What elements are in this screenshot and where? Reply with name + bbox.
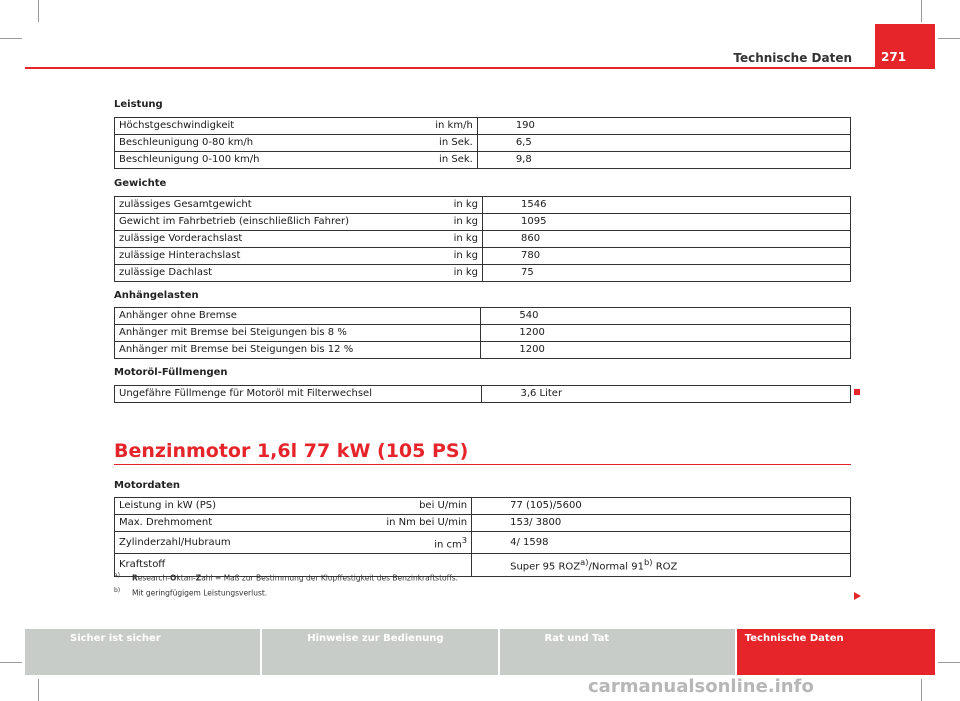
row-value: 9,8 — [477, 152, 850, 169]
footnote-mark: a) — [114, 572, 121, 579]
section-end-marker — [854, 389, 860, 395]
row-unit — [366, 532, 472, 554]
unit-superscript: 3 — [461, 535, 468, 545]
row-unit: in Sek. — [375, 135, 478, 152]
row-label: Gewicht im Fahrbetrieb (einschließlich Fahrer) — [115, 214, 383, 231]
row-value: 4/ 1598 — [472, 532, 851, 554]
table-anhaengelasten — [114, 307, 851, 359]
crop-mark — [0, 662, 22, 663]
footnote-a — [114, 572, 458, 583]
crop-mark — [38, 679, 39, 701]
table-leistung — [114, 117, 851, 169]
page-number-text: 271 — [881, 50, 907, 64]
table-row — [115, 197, 851, 214]
table-row — [115, 532, 851, 554]
value-text: /Normal 91 — [588, 561, 644, 573]
row-unit — [383, 342, 481, 359]
section-title-anhaengelasten: Anhängelasten — [114, 290, 199, 301]
row-label: Höchstgeschwindigkeit — [115, 118, 375, 135]
row-value: 1200 — [481, 342, 851, 359]
footnote-mark: b) — [114, 587, 121, 594]
value-text: ROZ — [652, 561, 678, 573]
value-text: Super 95 ROZ — [510, 561, 581, 573]
chapter-heading: Benzinmotor 1,6l 77 kW (105 PS) — [114, 440, 469, 462]
footnote-bold: Z — [195, 573, 202, 583]
footnote-text: ktan- — [176, 573, 196, 583]
crop-mark — [938, 38, 960, 39]
row-unit: in kg — [382, 214, 482, 231]
footer-tab-technische-daten[interactable]: Technische Daten — [737, 629, 935, 675]
continue-arrow-icon[interactable] — [854, 592, 861, 600]
row-label: zulässige Hinterachslast — [115, 248, 383, 265]
footer-nav — [25, 629, 935, 675]
row-unit — [383, 308, 481, 325]
row-label: Beschleunigung 0-80 km/h — [115, 135, 375, 152]
page-header-title: Technische Daten — [733, 51, 852, 65]
row-label: Max. Drehmoment — [115, 515, 366, 532]
row-label: Anhänger ohne Bremse — [115, 308, 383, 325]
crop-mark — [38, 0, 39, 22]
footer-tab-sicher[interactable]: Sicher ist sicher — [25, 629, 260, 675]
table-gewichte — [114, 196, 851, 282]
row-unit — [385, 386, 482, 403]
row-label: Zylinderzahl/Hubraum — [115, 532, 366, 554]
table-row — [115, 214, 851, 231]
footer-tab-bedienung[interactable]: Hinweise zur Bedienung — [262, 629, 497, 675]
row-label: Ungefähre Füllmenge für Motoröl mit Filterwechsel — [115, 386, 385, 403]
table-row — [115, 308, 851, 325]
row-unit: in Sek. — [375, 152, 478, 169]
crop-mark — [938, 662, 960, 663]
row-value: 190 — [477, 118, 850, 135]
section-title-motoroel: Motoröl-Füllmengen — [114, 367, 228, 378]
row-label: zulässige Vorderachslast — [115, 231, 383, 248]
crop-mark — [921, 0, 922, 22]
row-label: zulässige Dachlast — [115, 265, 383, 282]
crop-mark — [0, 38, 22, 39]
row-label: Beschleunigung 0-100 km/h — [115, 152, 375, 169]
row-unit: in Nm bei U/min — [366, 515, 472, 532]
row-unit: in km/h — [375, 118, 478, 135]
table-row — [115, 152, 851, 169]
row-unit: in kg — [382, 265, 482, 282]
crop-mark — [921, 679, 922, 701]
row-value: 75 — [483, 265, 851, 282]
footnote-text: ahl = Maß zur Bestimmung der Klopffestigkeit des Benzinkraftstoffs. — [201, 573, 459, 583]
row-unit: bei U/min — [366, 498, 472, 515]
table-row — [115, 342, 851, 359]
table-motoroel — [114, 385, 851, 403]
table-row — [115, 386, 851, 403]
footnote-text: esearch- — [137, 573, 171, 583]
row-value: 1095 — [483, 214, 851, 231]
row-label: Anhänger mit Bremse bei Steigungen bis 12 % — [115, 342, 383, 359]
header-rule — [25, 67, 935, 69]
row-unit: in kg — [382, 248, 482, 265]
footnote-ref[interactable]: b) — [643, 557, 653, 568]
table-row — [115, 118, 851, 135]
row-label: Kraftstoff — [115, 554, 366, 576]
footer-tab-rat[interactable]: Rat und Tat — [500, 629, 735, 675]
table-row — [115, 135, 851, 152]
section-title-gewichte: Gewichte — [114, 178, 167, 189]
row-value: 153/ 3800 — [472, 515, 851, 532]
table-row — [115, 231, 851, 248]
section-title-motordaten: Motordaten — [114, 480, 180, 491]
row-unit — [383, 325, 481, 342]
row-unit: in kg — [382, 231, 482, 248]
row-value: 1546 — [483, 197, 851, 214]
row-value: 780 — [483, 248, 851, 265]
footnote-b — [114, 587, 267, 598]
row-value: 6,5 — [477, 135, 850, 152]
table-row — [115, 515, 851, 532]
table-row — [115, 265, 851, 282]
row-value: 3,6 Liter — [482, 386, 851, 403]
row-label: Anhänger mit Bremse bei Steigungen bis 8 % — [115, 325, 383, 342]
row-value: 1200 — [481, 325, 851, 342]
row-label: zulässiges Gesamtgewicht — [115, 197, 383, 214]
row-label: Leistung in kW (PS) — [115, 498, 366, 515]
table-row — [115, 498, 851, 515]
section-title-leistung: Leistung — [114, 99, 163, 110]
footnote-bold: R — [132, 573, 138, 583]
footnote-text: Mit geringfügigem Leistungsverlust. — [132, 588, 268, 598]
watermark: carmanualsonline.info — [588, 676, 814, 697]
page-number — [875, 24, 935, 68]
footnote-ref[interactable]: a) — [580, 557, 589, 568]
heading-rule — [114, 464, 851, 465]
unit-text: in cm — [434, 539, 462, 551]
row-value: 77 (105)/5600 — [472, 498, 851, 515]
footnote-bold: O — [170, 573, 177, 583]
row-value: 540 — [481, 308, 851, 325]
row-unit: in kg — [382, 197, 482, 214]
row-value — [472, 554, 851, 576]
row-value: 860 — [483, 231, 851, 248]
table-row — [115, 325, 851, 342]
table-row — [115, 248, 851, 265]
table-motordaten — [114, 497, 851, 577]
